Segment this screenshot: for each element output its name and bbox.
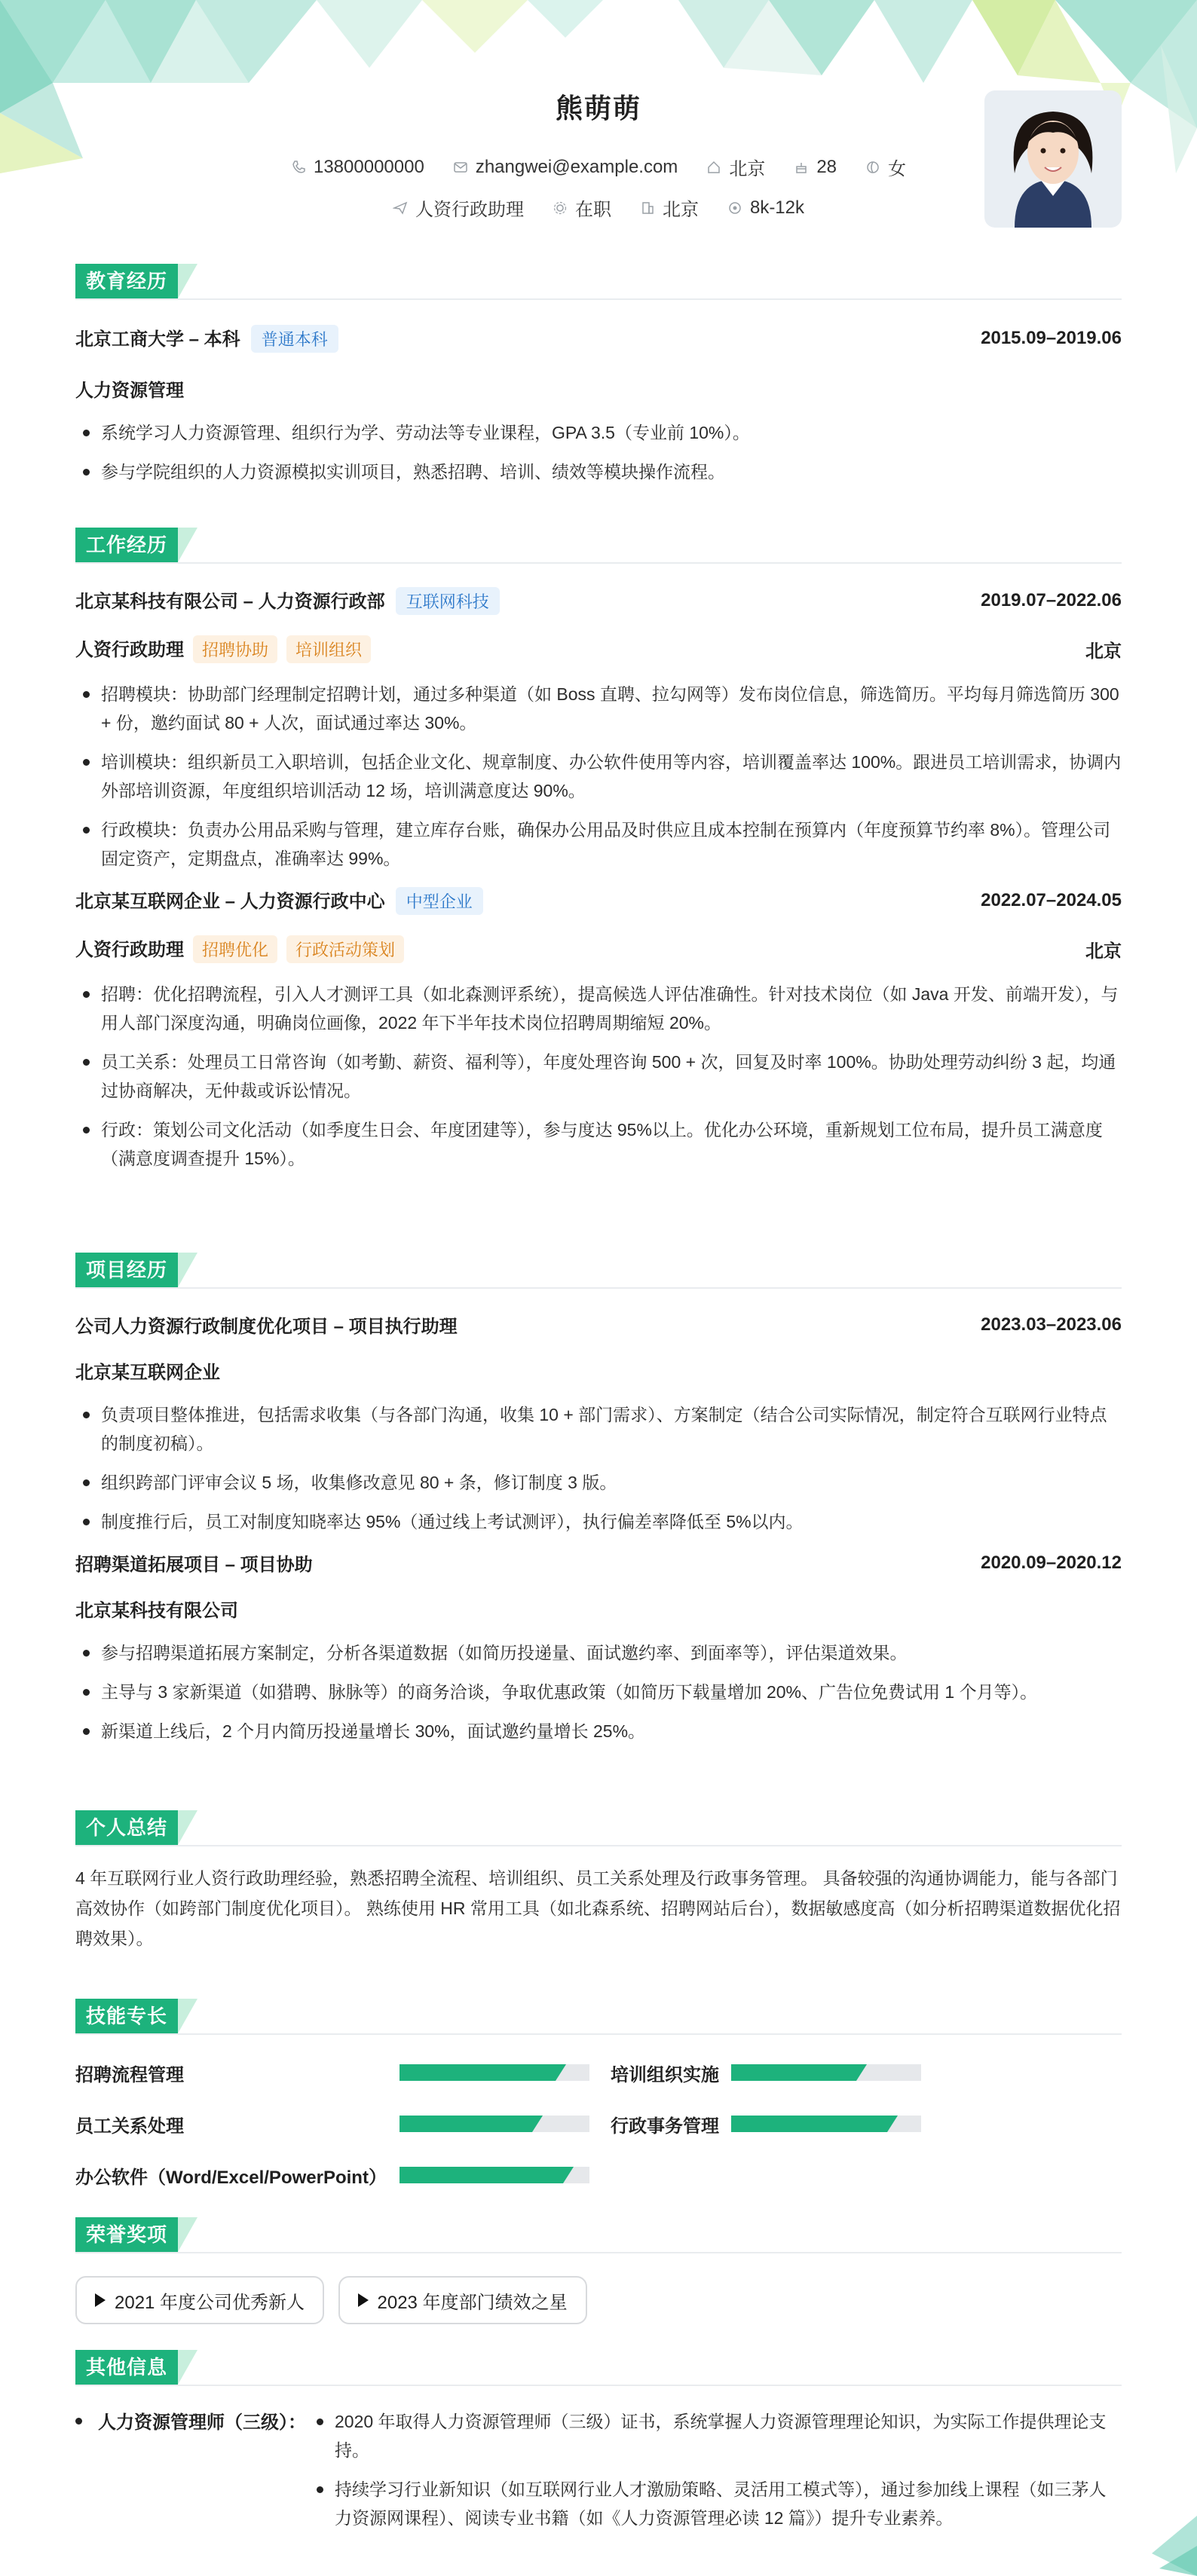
project-2-header [75, 1550, 1122, 1576]
skill-name: 培训组织实施 [611, 2064, 719, 2085]
other-section [75, 2350, 1122, 2543]
list-item: 招聘：优化招聘流程，引入人才测评工具（如北森测评系统），提高候选人评估准确性。针对技术岗位（如 Java 开发、前端开发），与用人部门深度沟通，明确岗位画像，2022 年下半年技术岗位招聘周期缩短 20%。 [75, 980, 1122, 1037]
project-2-org: 北京某科技有限公司 [75, 1601, 238, 1621]
avatar [984, 90, 1122, 228]
project-1-bullets [75, 1400, 1122, 1536]
award-badge [75, 2276, 324, 2324]
work-section [75, 528, 1122, 1183]
contact-info-row [75, 154, 1122, 180]
age-info [794, 154, 837, 180]
project-1-org: 北京某互联网企业 [75, 1363, 220, 1383]
city-text: 北京 [729, 159, 766, 179]
candidate-name: 熊萌萌 [555, 93, 641, 124]
skills-header [75, 1999, 1122, 2035]
other-header [75, 2350, 1122, 2386]
salary-text: 8k-12k [749, 197, 805, 218]
summary-text: 4 年互联网行业人资行政助理经验，熟悉招聘全流程、培训组织、员工关系处理及行政事务管理。 具备较强的沟通协调能力，能与各部门高效协作（如跨部门制度优化项目）。 熟练使用 HR 常用工具（如北森系统、招聘网站后台），数据敏感度高（如分析招聘渠道数据优化招聘效果）。 [75, 1868, 1121, 1948]
list-item: 行政模块：负责办公用品采购与管理，建立库存台账，确保办公用品及时供应且成本控制在预算内（年度预算节约率 8%）。管理公司固定资产，定期盘点，准确率达 99%。 [75, 815, 1122, 873]
phone-text: 13800000000 [313, 156, 424, 177]
play-icon [358, 2293, 369, 2307]
project-2-date: 2020.09–2020.12 [981, 1552, 1122, 1573]
skills-list [75, 2047, 1122, 2201]
phone-icon [291, 160, 306, 175]
award-text: 2021 年度公司优秀新人 [115, 2292, 305, 2313]
project-1-title: 公司人力资源行政制度优化项目 – 项目执行助理 [75, 1317, 458, 1337]
honors-section [75, 2217, 1122, 2324]
education-major: 人力资源管理 [75, 381, 184, 401]
work-2-location: 北京 [1085, 941, 1122, 962]
email-text: zhangwei@example.com [475, 156, 678, 177]
list-item: 员工关系：处理员工日常咨询（如考勤、薪资、福利等），年度处理咨询 500 + 次，回复及时率 100%。协助处理劳动纠纷 3 起，均通过协商解决，无仲裁或诉讼情况。 [75, 1048, 1122, 1105]
skill-fill [400, 2116, 532, 2132]
list-item: 招聘模块：协助部门经理制定招聘计划，通过多种渠道（如 Boss 直聘、拉勾网等）发布岗位信息，筛选简历。平均每月筛选简历 300 + 份，邀约面试 80 + 人次，面试通过率达 30%。 [75, 680, 1122, 737]
skill-bar [400, 2064, 589, 2081]
project-2-title: 招聘渠道拓展项目 – 项目协助 [75, 1555, 313, 1575]
work-1-company-line [75, 586, 500, 615]
work-1-role-line [75, 635, 1122, 663]
work-1-location: 北京 [1085, 641, 1122, 662]
skill-row [75, 2047, 1122, 2098]
skills-title: 技能专长 [75, 1999, 178, 2033]
education-tag: 普通本科 [251, 325, 338, 353]
projects-title: 项目经历 [75, 1253, 178, 1287]
phone-info [291, 154, 424, 180]
salary-info [727, 194, 804, 221]
list-item: 培训模块：组织新员工入职培训，包括企业文化、规章制度、办公软件使用等内容，培训覆盖率达 100%。跟进员工培训需求，协调内外部培训资源，年度组织培训活动 12 场，培训满意度达 90%。 [75, 748, 1122, 805]
skill-bar [731, 2116, 921, 2132]
skill-name: 办公软件（Word/Excel/PowerPoint） [75, 2167, 387, 2188]
project-1-header [75, 1311, 1122, 1338]
work-1-role-wrap [75, 635, 371, 663]
list-item: 2020 年取得人力资源管理师（三级）证书，系统掌握人力资源管理理论知识，为实际工作提供理论支持。 [309, 2407, 1122, 2464]
other-label: 人力资源管理师（三级）： [98, 2412, 306, 2433]
work-2-role-wrap [75, 935, 404, 963]
education-school: 北京工商大学 – 本科 [75, 329, 240, 350]
list-item: 新渠道上线后，2 个月内简历投递量增长 30%，面试邀约量增长 25%。 [75, 1717, 1122, 1745]
work-2-company: 北京某互联网企业 – 人力资源行政中心 [75, 892, 385, 912]
target-position-info [393, 194, 524, 221]
projects-header [75, 1253, 1122, 1289]
city-info [706, 154, 765, 180]
list-item: 系统学习人力资源管理、组织行为学、劳动法等专业课程，GPA 3.5（专业前 10%）。 [75, 418, 1122, 447]
summary-header [75, 1810, 1122, 1846]
list-item: 组织跨部门评审会议 5 场，收集修改意见 80 + 条，修订制度 3 版。 [75, 1468, 1122, 1497]
work-2-bullets [75, 980, 1122, 1173]
list-item: 行政：策划公司文化活动（如季度生日会、年度团建等），参与度达 95%以上。优化办公环境，重新规划工位布局，提升员工满意度（满意度调查提升 15%）。 [75, 1115, 1122, 1173]
age-text: 28 [816, 156, 837, 177]
education-entry-header [75, 324, 1122, 353]
send-icon [393, 200, 408, 216]
cake-icon [794, 160, 809, 175]
gender-info [865, 154, 906, 180]
work-2-role-tag-2: 行政活动策划 [286, 935, 404, 963]
coin-icon [727, 200, 742, 216]
home-icon [706, 160, 721, 175]
skill-fill [400, 2064, 556, 2081]
work-header [75, 528, 1122, 564]
skill-bar [400, 2167, 589, 2183]
summary-section [75, 1810, 1122, 1953]
work-1-role-tag-2: 培训组织 [286, 635, 371, 663]
play-icon [95, 2293, 106, 2307]
project-1-date: 2023.03–2023.06 [981, 1314, 1122, 1335]
skill-bar [731, 2064, 921, 2081]
education-date: 2015.09–2019.06 [981, 328, 1122, 348]
education-bullets [75, 418, 1122, 486]
work-1-role-tag-1: 招聘协助 [193, 635, 277, 663]
list-item: 持续学习行业新知识（如互联网行业人才激励策略、灵活用工模式等），通过参加线上课程（如三茅人力资源网课程）、阅读专业书籍（如《人力资源管理必读 12 篇》）提升专业素养。 [309, 2475, 1122, 2532]
list-item: 主导与 3 家新渠道（如猎聘、脉脉等）的商务洽谈，争取优惠政策（如简历下载量增加 20%、广告位免费试用 1 个月等）。 [75, 1678, 1122, 1706]
skill-name: 行政事务管理 [611, 2116, 719, 2137]
project-2-bullets [75, 1638, 1122, 1745]
email-info [453, 154, 678, 180]
list-item: 制度推行后，员工对制度知晓率达 95%（通过线上考试测评），执行偏差率降低至 5%以内。 [75, 1507, 1122, 1536]
summary-title: 个人总结 [75, 1810, 178, 1845]
skill-row [75, 2098, 1122, 2149]
list-item: 参与学院组织的人力资源模拟实训项目，熟悉招聘、培训、绩效等模块操作流程。 [75, 457, 1122, 486]
work-2-role-tag-1: 招聘优化 [193, 935, 277, 963]
education-school-line [75, 324, 338, 353]
work-2-tag: 中型企业 [396, 887, 483, 915]
gender-icon [865, 160, 880, 175]
honors-header [75, 2217, 1122, 2253]
other-entry [75, 2407, 1122, 2543]
skill-fill [400, 2167, 563, 2183]
skill-name: 员工关系处理 [75, 2116, 184, 2137]
education-header [75, 264, 1122, 300]
target-city-info [640, 194, 699, 221]
work-entry-1-header [75, 586, 1122, 615]
other-bullets [309, 2407, 1122, 2543]
target-position-text: 人资行政助理 [415, 200, 524, 220]
job-intent-row [75, 194, 1122, 221]
work-1-date: 2019.07–2022.06 [981, 590, 1122, 610]
work-2-role: 人资行政助理 [75, 940, 184, 960]
work-2-date: 2022.07–2024.05 [981, 890, 1122, 910]
skill-row [75, 2149, 1122, 2201]
work-1-bullets [75, 680, 1122, 873]
other-label-wrap [75, 2407, 306, 2543]
list-item: 参与招聘渠道拓展方案制定，分析各渠道数据（如简历投递量、面试邀约率、到面率等），评估渠道效果。 [75, 1638, 1122, 1667]
honors-title: 荣誉奖项 [75, 2217, 178, 2252]
projects-section [75, 1253, 1122, 1756]
building-icon [640, 200, 655, 216]
gender-text: 女 [888, 159, 907, 179]
award-badge [338, 2276, 587, 2324]
other-title: 其他信息 [75, 2350, 178, 2385]
skill-fill [731, 2064, 856, 2081]
education-title: 教育经历 [75, 264, 178, 298]
award-text: 2023 年度部门绩效之星 [377, 2292, 568, 2313]
work-2-company-line [75, 886, 483, 915]
target-city-text: 北京 [662, 200, 699, 220]
skill-bar [400, 2116, 589, 2132]
honors-list [75, 2276, 1122, 2324]
work-title: 工作经历 [75, 528, 178, 562]
status-text: 在职 [574, 200, 611, 220]
mail-icon [453, 160, 468, 175]
skills-section [75, 1999, 1122, 2201]
work-1-company: 北京某科技有限公司 – 人力资源行政部 [75, 592, 385, 612]
status-info [553, 194, 611, 221]
education-section [75, 264, 1122, 497]
work-1-tag: 互联网科技 [396, 587, 500, 615]
work-1-role: 人资行政助理 [75, 640, 184, 660]
bullet-dot [75, 2418, 82, 2425]
skill-fill [731, 2116, 887, 2132]
work-2-role-line [75, 935, 1122, 963]
skill-name: 招聘流程管理 [75, 2064, 184, 2085]
list-item: 负责项目整体推进，包括需求收集（与各部门沟通，收集 10 + 部门需求）、方案制定（结合公司实际情况，制定符合互联网行业特点的制度初稿）。 [75, 1400, 1122, 1458]
gear-icon [553, 200, 568, 216]
work-entry-2-header [75, 886, 1122, 915]
